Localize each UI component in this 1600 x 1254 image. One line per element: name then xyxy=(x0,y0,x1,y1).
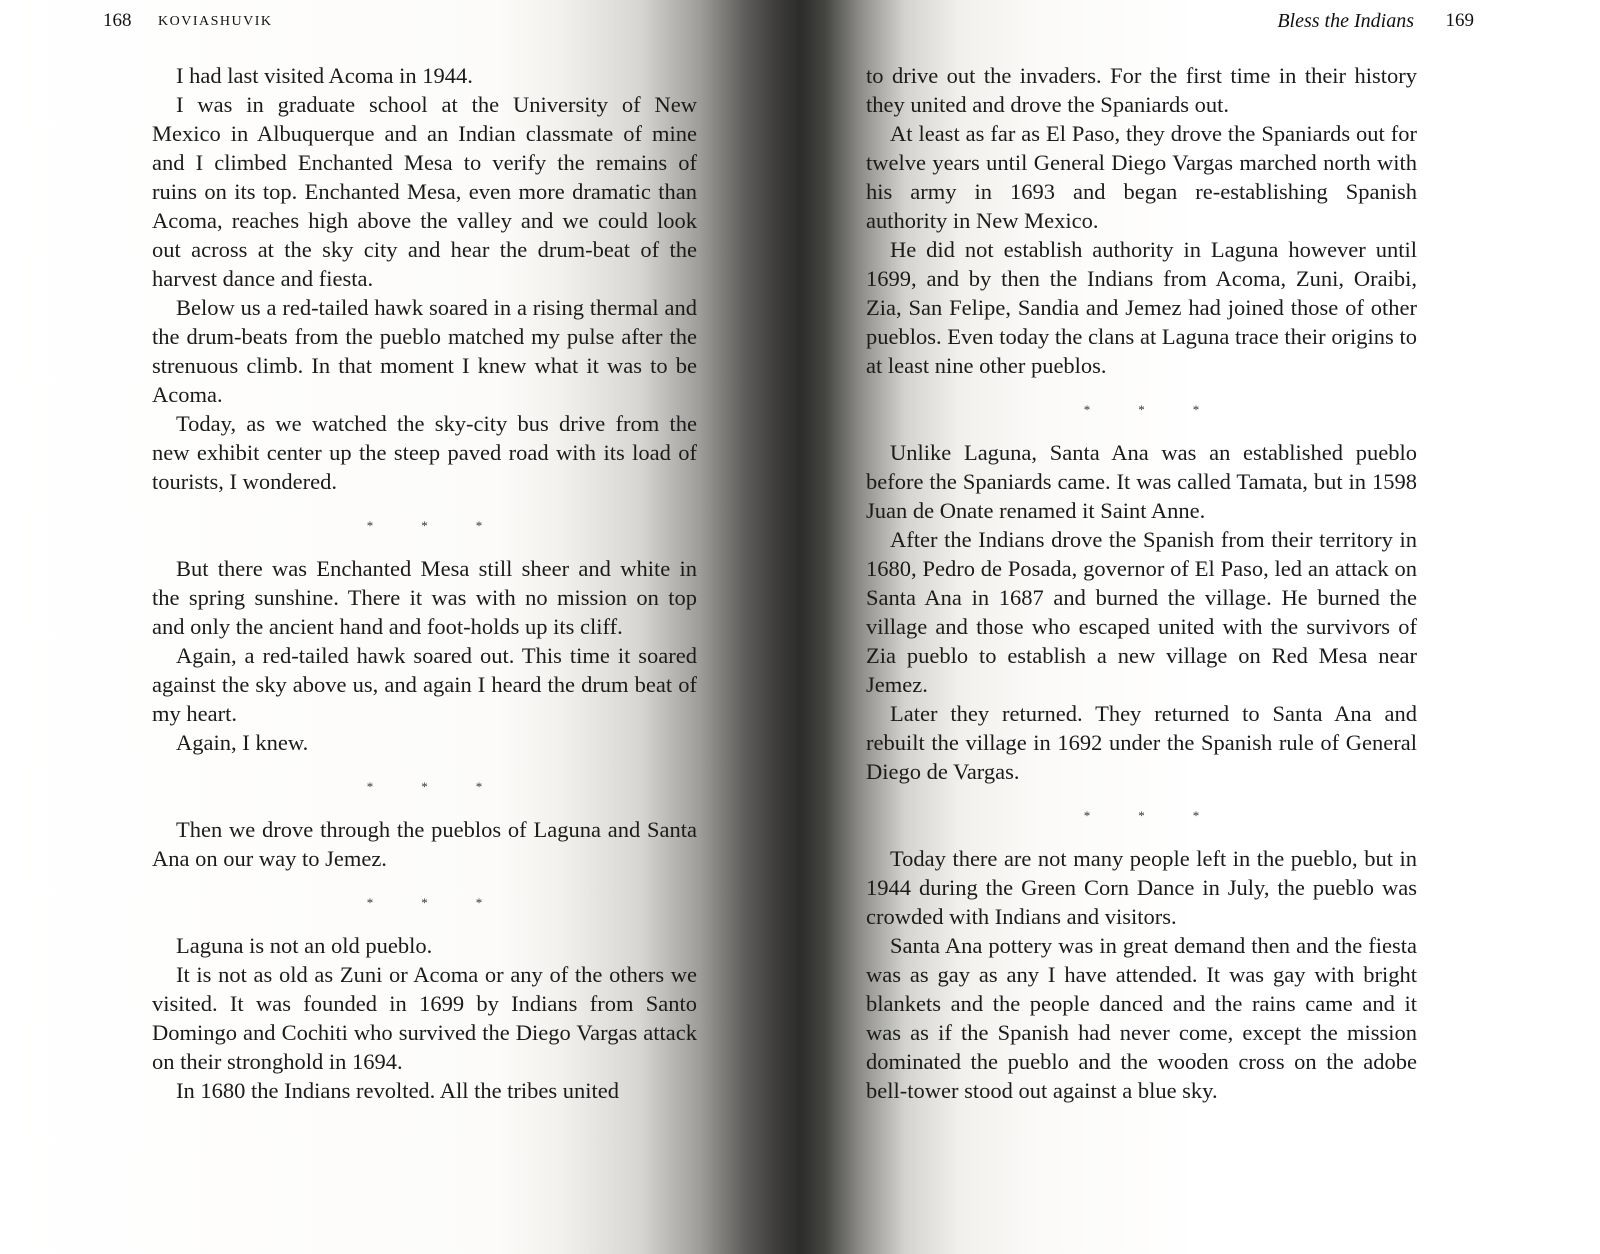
section-break: * * * xyxy=(366,894,483,910)
paragraph: Then we drove through the pueblos of Laguna and Santa Ana on our way to Jemez. xyxy=(152,817,697,871)
paragraph: At least as far as El Paso, they drove the Spaniards out for twelve years until General Diego Vargas marched north with his army in 1693 and began re-establishing Spanish authority in New Mexico. xyxy=(866,121,1417,233)
section-break: * * * xyxy=(366,778,483,794)
body-text xyxy=(866,61,1417,1105)
paragraph: Today, as we watched the sky-city bus drive from the new exhibit center up the steep paved road with its load of tourists, I wondered. xyxy=(152,411,697,494)
paragraph: Again, I knew. xyxy=(176,730,309,755)
paragraph: He did not establish authority in Laguna however until 1699, and by then the Indians from Acoma, Zuni, Oraibi, Zia, San Felipe, Sandia and Jemez had joined those of other pueblos. Even today the clans at Laguna trace their origins to at least nine other pueblos. xyxy=(866,237,1417,378)
paragraph: In 1680 the Indians revolted. All the tribes united xyxy=(176,1078,620,1103)
right-page xyxy=(800,0,1600,1254)
paragraph: It is not as old as Zuni or Acoma or any of the others we visited. It was founded in 1699 by Indians from Santo Domingo and Cochiti who survived the Diego Vargas attack on their stronghold in 1694. xyxy=(152,962,697,1074)
paragraph: Later they returned. They returned to Santa Ana and rebuilt the village in 1692 under the Spanish rule of General Diego de Vargas. xyxy=(866,701,1417,784)
paragraph: Unlike Laguna, Santa Ana was an established pueblo before the Spaniards came. It was called Tamata, but in 1598 Juan de Onate renamed it Saint Anne. xyxy=(866,440,1417,523)
paragraph: I had last visited Acoma in 1944. xyxy=(176,63,473,88)
section-break: * * * xyxy=(1083,401,1200,417)
section-break: * * * xyxy=(1083,807,1200,823)
paragraph: I was in graduate school at the University of New Mexico in Albuquerque and an Indian classmate of mine and I climbed Enchanted Mesa to verify the remains of ruins on its top. Enchanted Mesa, even more dramatic than Acoma, reaches high above the valley and we could look out across at the sky city and hear the drum-beat of the harvest dance and fiesta. xyxy=(152,92,697,291)
paragraph: After the Indians drove the Spanish from their territory in 1680, Pedro de Posada, governor of El Paso, led an attack on Santa Ana in 1687 and burned the village. He burned the village and those who escaped united with the survivors of Zia pueblo to establish a new village on Red Mesa near Jemez. xyxy=(866,527,1417,697)
paragraph: Again, a red-tailed hawk soared out. This time it soared against the sky above us, and again I heard the drum beat of my heart. xyxy=(152,643,697,726)
paragraph: But there was Enchanted Mesa still sheer and white in the spring sunshine. There it was with no mission on top and only the ancient hand and foot-holds up its cliff. xyxy=(152,556,697,639)
running-head: Bless the Indians xyxy=(1277,10,1414,32)
page-number: 168 xyxy=(103,10,132,31)
paragraph: Laguna is not an old pueblo. xyxy=(176,933,433,958)
section-break: * * * xyxy=(366,517,483,533)
paragraph: Below us a red-tailed hawk soared in a rising thermal and the drum-beats from the pueblo matched my pulse after the strenuous climb. In that moment I knew what it was to be Acoma. xyxy=(152,295,697,407)
paragraph: Santa Ana pottery was in great demand then and the fiesta was as gay as any I have attended. It was gay with bright blankets and the people danced and the rains came and it was as if the Spanish had never come, except the mission dominated the pueblo and the wooden cross on the adobe bell-tower stood out against a blue sky. xyxy=(866,933,1417,1103)
body-text xyxy=(152,61,697,1105)
paragraph: to drive out the invaders. For the first time in their history they united and drove the Spaniards out. xyxy=(866,63,1417,117)
page-number: 169 xyxy=(1445,10,1474,31)
paragraph: Today there are not many people left in the pueblo, but in 1944 during the Green Corn Dance in July, the pueblo was crowded with Indians and visitors. xyxy=(866,846,1417,929)
running-head: KOVIASHUVIK xyxy=(158,14,273,29)
